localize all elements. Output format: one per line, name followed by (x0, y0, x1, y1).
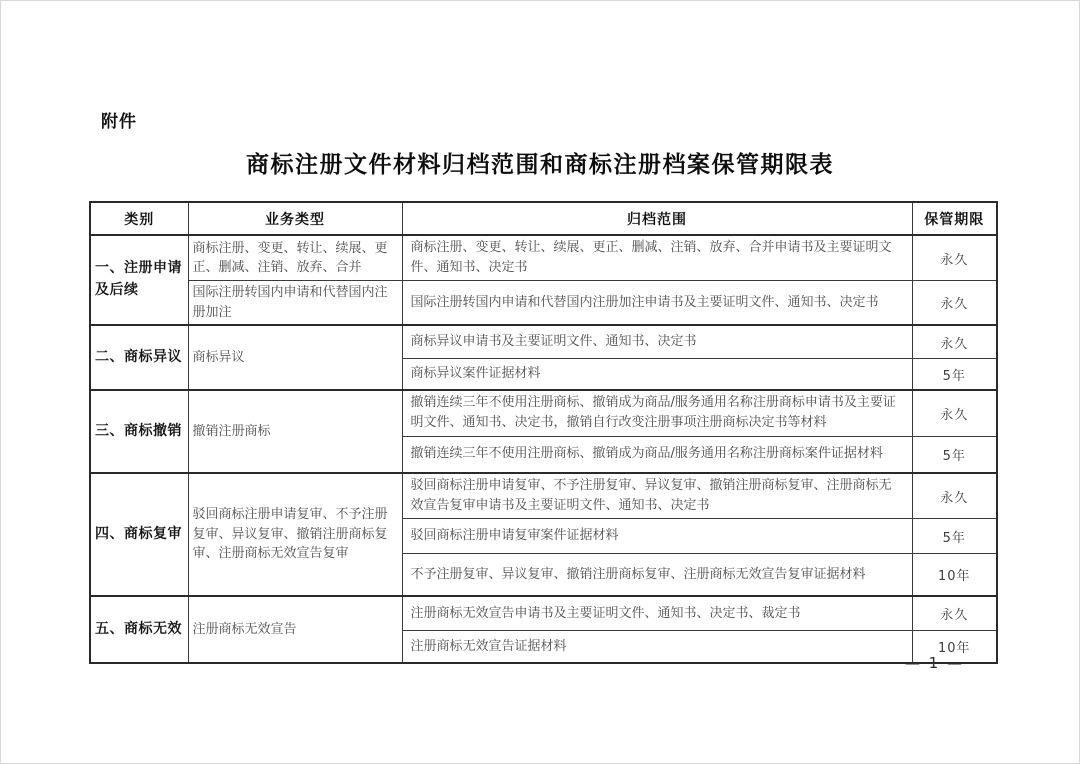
header-retention-period: 保管期限 (912, 202, 997, 235)
table-row (90, 596, 997, 631)
scope-cell: 商标异议申请书及主要证明文件、通知书、决定书 (402, 325, 912, 358)
business-cell: 商标注册、变更、转让、续展、更正、删减、注销、放弃、合并 (188, 235, 402, 281)
header-business-type: 业务类型 (188, 202, 402, 235)
scope-cell: 驳回商标注册申请复审、不予注册复审、异议复审、撤销注册商标复审、注册商标无效宣告复审申请书及主要证明文件、通知书、决定书 (402, 473, 912, 519)
header-archive-scope: 归档范围 (402, 202, 912, 235)
business-cell: 注册商标无效宣告 (188, 596, 402, 663)
scope-cell: 注册商标无效宣告证据材料 (402, 631, 912, 663)
table-row (90, 235, 997, 281)
category-cell: 五、商标无效 (90, 596, 188, 663)
scope-cell: 国际注册转国内申请和代替国内注册加注申请书及主要证明文件、通知书、决定书 (402, 281, 912, 326)
scope-cell: 撤销连续三年不使用注册商标、撤销成为商品/服务通用名称注册商标案件证据材料 (402, 436, 912, 473)
table-row (90, 473, 997, 519)
archive-table (89, 201, 998, 664)
scope-cell: 驳回商标注册申请复审案件证据材料 (402, 519, 912, 554)
retention-cell: 永久 (912, 235, 997, 281)
retention-cell: 5年 (912, 519, 997, 554)
business-cell: 国际注册转国内申请和代替国内注册加注 (188, 281, 402, 326)
category-cell: 一、注册申请及后续 (90, 235, 188, 325)
scope-cell: 撤销连续三年不使用注册商标、撤销成为商品/服务通用名称注册商标申请书及主要证明文件、通知书、决定书，撤销自行改变注册事项注册商标决定书等材料 (402, 390, 912, 436)
scope-cell: 不予注册复审、异议复审、撤销注册商标复审、注册商标无效宣告复审证据材料 (402, 554, 912, 596)
table-row (90, 281, 997, 326)
retention-cell: 10年 (912, 631, 997, 663)
retention-cell: 5年 (912, 436, 997, 473)
scope-cell: 商标异议案件证据材料 (402, 358, 912, 390)
attachment-label: 附件 (101, 112, 137, 132)
category-cell: 三、商标撤销 (90, 390, 188, 473)
retention-cell: 5年 (912, 358, 997, 390)
business-cell: 驳回商标注册申请复审、不予注册复审、异议复审、撤销注册商标复审、注册商标无效宣告复审 (188, 473, 402, 596)
category-cell: 四、商标复审 (90, 473, 188, 596)
scope-cell: 商标注册、变更、转让、续展、更正、删减、注销、放弃、合并申请书及主要证明文件、通知书、决定书 (402, 235, 912, 281)
retention-cell: 永久 (912, 325, 997, 358)
retention-cell: 10年 (912, 554, 997, 596)
page-number: — 1 — (904, 654, 964, 672)
business-cell: 商标异议 (188, 325, 402, 390)
business-cell: 撤销注册商标 (188, 390, 402, 473)
retention-cell: 永久 (912, 596, 997, 631)
table-row (90, 390, 997, 436)
retention-cell: 永久 (912, 281, 997, 326)
category-cell: 二、商标异议 (90, 325, 188, 390)
table-row (90, 325, 997, 358)
retention-cell: 永久 (912, 473, 997, 519)
scope-cell: 注册商标无效宣告申请书及主要证明文件、通知书、决定书、裁定书 (402, 596, 912, 631)
retention-cell: 永久 (912, 390, 997, 436)
header-category: 类别 (90, 202, 188, 235)
page-title: 商标注册文件材料归档范围和商标注册档案保管期限表 (246, 152, 834, 178)
table-header-row (90, 202, 997, 235)
